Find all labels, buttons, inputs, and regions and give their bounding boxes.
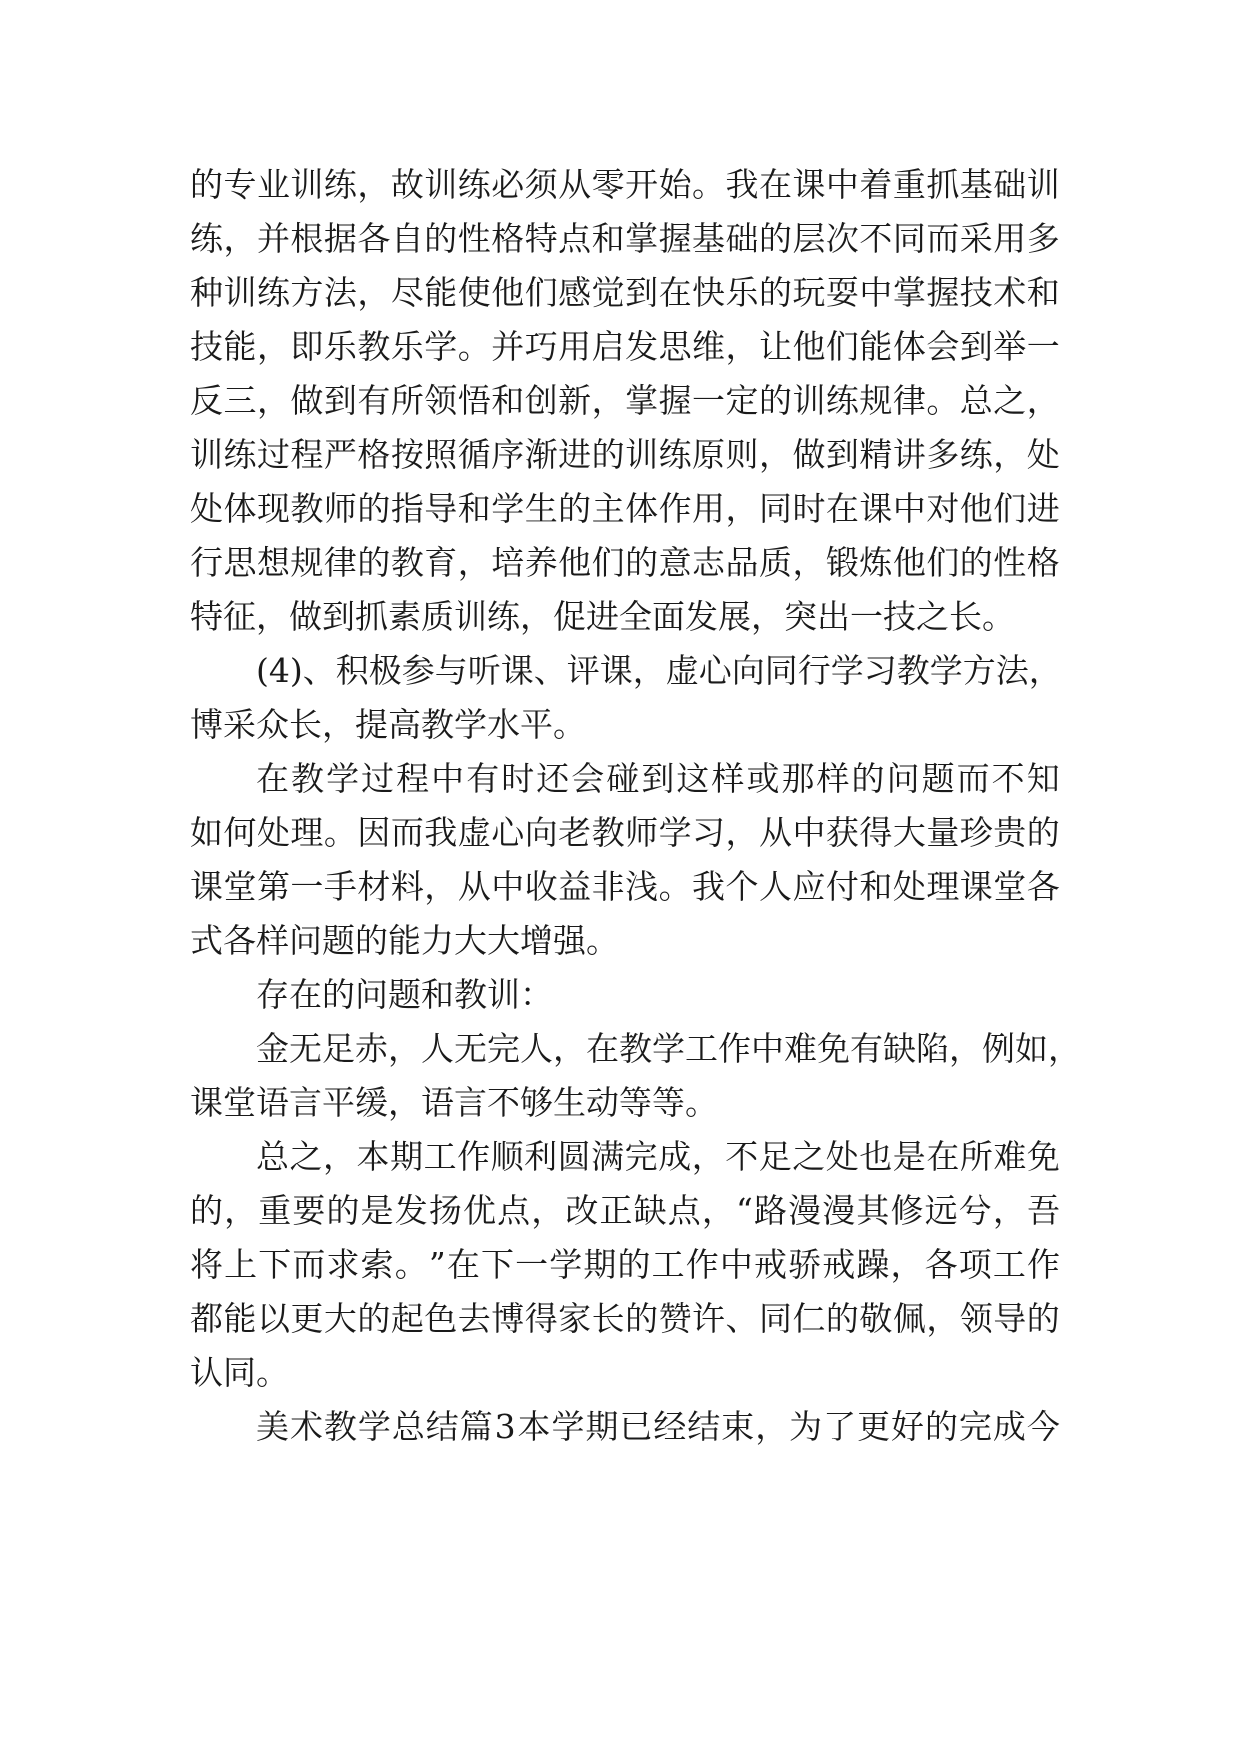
text-line: 博采众长，提高教学水平。 xyxy=(190,705,586,744)
text-line: 金 无 足 赤 ， 人 无 完 人 ， 在 教 学 工 作 中 难 免 有 缺 陷 ， 例 如 ， xyxy=(256,1029,1081,1068)
text-line: 课堂语言平缓，语言不够生动等等。 xyxy=(190,1083,718,1122)
text-line: 的 专 业 训 练 ， 故 训 练 必 须 从 零 开 始 。 我 在 课 中 着 重 抓 基 础 训 xyxy=(190,165,1060,204)
text-line: 种 训 练 方 法 ， 尽 能 使 他 们 感 觉 到 在 快 乐 的 玩 耍 中 掌 握 技 术 和 xyxy=(190,273,1060,312)
text-line: 处 体 现 教 师 的 指 导 和 学 生 的 主 体 作 用 ， 同 时 在 课 中 对 他 们 进 xyxy=(190,489,1060,528)
text-line: 训 练 过 程 严 格 按 照 循 序 渐 进 的 训 练 原 则 ， 做 到 精 讲 多 练 ， 处 xyxy=(190,435,1060,474)
text-line: 的 ， 重 要 的 是 发 扬 优 点 ， 改 正 缺 点 ， “ 路 漫 漫 其 修 远 兮 ， 吾 xyxy=(190,1191,1060,1230)
text-line: 练 ， 并 根 据 各 自 的 性 格 特 点 和 掌 握 基 础 的 层 次 不 同 而 采 用 多 xyxy=(190,219,1060,258)
text-line: 行 思 想 规 律 的 教 育 ， 培 养 他 们 的 意 志 品 质 ， 锻 炼 他 们 的 性 格 xyxy=(190,543,1060,582)
text-line: ( 4 ) 、 积 极 参 与 听 课 、 评 课 ， 虚 心 向 同 行 学 习 教 学 方 法 ， xyxy=(256,651,1062,690)
text-line: 特征，做到抓素质训练，促进全面发展，突出一技之长。 xyxy=(190,597,1015,636)
text-line: 反 三 ， 做 到 有 所 领 悟 和 创 新 ， 掌 握 一 定 的 训 练 规 律 。 总 之 ， xyxy=(190,381,1060,420)
text-line: 式各样问题的能力大大增强。 xyxy=(190,921,619,960)
text-line: 存在的问题和教训： xyxy=(256,975,553,1014)
text-line: 在 教 学 过 程 中 有 时 还 会 碰 到 这 样 或 那 样 的 问 题 而 不 知 xyxy=(256,759,1060,798)
text-line: 都 能 以 更 大 的 起 色 去 博 得 家 长 的 赞 许 、 同 仁 的 敬 佩 ， 领 导 的 xyxy=(190,1299,1060,1338)
text-line: 将 上 下 而 求 索 。 ” 在 下 一 学 期 的 工 作 中 戒 骄 戒 躁 ， 各 项 工 作 xyxy=(190,1245,1060,1284)
text-line: 美 术 教 学 总 结 篇 3 本 学 期 已 经 结 束 ， 为 了 更 好 的 完 成 今 xyxy=(256,1407,1060,1446)
text-line: 认同。 xyxy=(190,1353,289,1392)
document-body xyxy=(190,158,1081,1454)
text-line: 课 堂 第 一 手 材 料 ， 从 中 收 益 非 浅 。 我 个 人 应 付 和 处 理 课 堂 各 xyxy=(190,867,1060,906)
text-line: 总 之 ， 本 期 工 作 顺 利 圆 满 完 成 ， 不 足 之 处 也 是 在 所 难 免 xyxy=(256,1137,1060,1176)
text-line: 如 何 处 理 。 因 而 我 虚 心 向 老 教 师 学 习 ， 从 中 获 得 大 量 珍 贵 的 xyxy=(190,813,1060,852)
text-line: 技 能 ， 即 乐 教 乐 学 。 并 巧 用 启 发 思 维 ， 让 他 们 能 体 会 到 举 一 xyxy=(190,327,1060,366)
